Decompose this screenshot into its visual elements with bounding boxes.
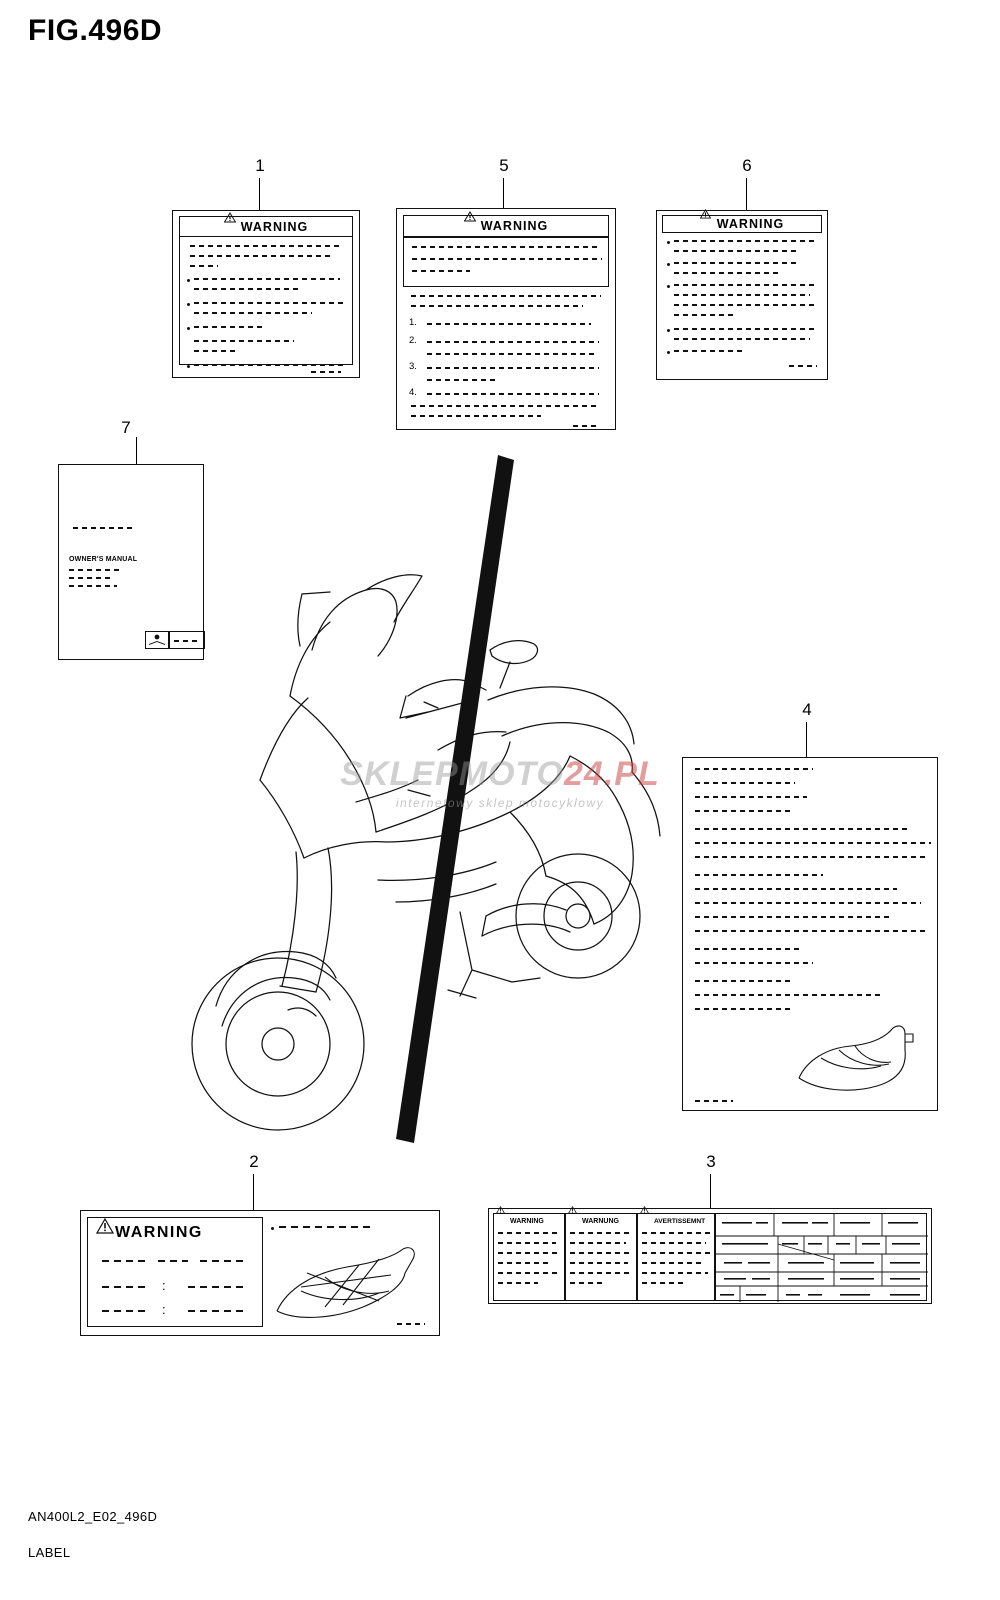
label-1 (172, 210, 360, 378)
label-3-column-fr (637, 1213, 715, 1301)
label-2-warning-header (96, 1224, 203, 1242)
label-2-seat-illustration (267, 1245, 433, 1325)
warning-triangle-icon (224, 222, 236, 232)
label-2-bullet (271, 1227, 274, 1230)
label-6-warning-text: WARNING (716, 217, 785, 231)
label-1-text-line (194, 340, 294, 342)
label-3-column-de (565, 1213, 637, 1301)
label-1-text-line (190, 265, 218, 267)
warning-triangle-icon (700, 219, 712, 229)
label-4-text-line (695, 842, 931, 844)
label-3-table-grid (716, 1214, 928, 1302)
label-2-text-line (158, 1260, 188, 1262)
label-5-footer-code (573, 425, 597, 427)
label-1-warning-header (180, 217, 352, 237)
warning-triangle-icon (464, 221, 476, 231)
warning-triangle-icon (568, 1216, 580, 1226)
diagonal-slash (390, 455, 520, 1145)
label-6-text-line (674, 272, 780, 274)
label-5-text-line (411, 305, 583, 307)
label-6-text-line (674, 262, 798, 264)
callout-4: 4 (802, 700, 812, 719)
leader-line-5 (503, 178, 504, 210)
label-7-text-line (73, 527, 135, 529)
label-6-bullet (667, 285, 670, 288)
watermark-moto: MOTO (458, 755, 564, 793)
label-4-text-line (695, 796, 807, 798)
label-7-icon-box (145, 631, 169, 649)
leader-line-2 (253, 1174, 254, 1212)
label-2-inner-frame (87, 1217, 263, 1327)
label-3-text-line (642, 1242, 706, 1244)
label-6-bullet (667, 329, 670, 332)
label-6-text-line (674, 284, 816, 286)
label-2-warning-text: WARNING (115, 1224, 203, 1241)
label-6 (656, 210, 828, 380)
warning-triangle-icon (496, 1216, 508, 1226)
label-3-text-line (642, 1252, 710, 1254)
label-6-bullet (667, 263, 670, 266)
callout-2: 2 (249, 1152, 259, 1171)
label-5-text-line (427, 353, 595, 355)
label-1-text-line (194, 278, 340, 280)
label-3-text-line (570, 1272, 630, 1274)
label-2-text-line (188, 1286, 246, 1288)
label-5-item-number-3: 3. (409, 361, 417, 372)
label-4-text-line (695, 810, 791, 812)
label-3-text-line (498, 1252, 560, 1254)
label-4-text-line (695, 948, 801, 950)
callout-7: 7 (121, 418, 131, 437)
label-3-text-line (498, 1232, 558, 1234)
label-3-text-line (498, 1282, 538, 1284)
label-4-text-line (695, 994, 883, 996)
label-4-text-line (695, 902, 921, 904)
footer-label: LABEL (28, 1545, 71, 1560)
label-3-text-line (498, 1262, 552, 1264)
label-2-text-line (279, 1226, 375, 1228)
label-4-text-line (695, 782, 795, 784)
label-6-text-line (674, 350, 746, 352)
label-2-colon: : (162, 1302, 166, 1317)
label-3-text-line (570, 1282, 606, 1284)
label-5-warning-header (403, 215, 609, 237)
label-1-text-line (190, 255, 330, 257)
label-7-owners-manual-title: OWNER'S MANUAL (69, 556, 138, 563)
label-3-text-line (570, 1262, 628, 1264)
label-4-text-line (695, 1100, 733, 1102)
label-3-warning-text-fr: AVERTISSEMNT (654, 1217, 706, 1225)
watermark-pl: .PL (603, 755, 660, 793)
label-5-warning-text: WARNING (480, 219, 549, 233)
label-5-text-line (411, 295, 601, 297)
label-1-footer-code (311, 371, 341, 373)
page-title: FIG.496D (28, 14, 163, 47)
label-1-text-line (194, 312, 312, 314)
leader-line-3 (710, 1174, 711, 1210)
watermark-sklep: SKLEP (340, 755, 459, 793)
label-6-warning-header (662, 215, 822, 233)
label-2-footer-code (397, 1323, 425, 1325)
label-5-text-line (427, 323, 591, 325)
label-2-text-line (102, 1310, 146, 1312)
label-3-warning-header-fr (640, 1216, 705, 1226)
label-4-text-line (695, 768, 813, 770)
book-icon (146, 632, 168, 648)
label-3-text-line (642, 1262, 702, 1264)
label-2-text-line (188, 1310, 246, 1312)
label-4-text-line (695, 980, 791, 982)
label-6-text-line (674, 314, 734, 316)
label-7-text-line (69, 569, 121, 571)
warning-triangle-icon (640, 1216, 652, 1226)
label-1-bullet (187, 327, 190, 330)
label-5-item-number-4: 4. (409, 387, 417, 398)
label-3-table (715, 1213, 927, 1301)
label-6-bullet (667, 351, 670, 354)
label-4-text-line (695, 916, 891, 918)
label-1-bullet (187, 303, 190, 306)
label-4-boot-illustration (793, 1020, 923, 1098)
label-1-inner-frame (179, 216, 353, 365)
label-1-text-line (194, 288, 300, 290)
label-1-text-line (194, 350, 238, 352)
label-3-text-line (498, 1242, 556, 1244)
label-5-top-block (403, 237, 609, 287)
label-1-bullet (187, 279, 190, 282)
label-6-text-line (674, 304, 814, 306)
label-6-bullet (667, 241, 670, 244)
label-5 (396, 208, 616, 430)
label-1-text-line (194, 326, 264, 328)
label-6-text-line (674, 328, 816, 330)
label-3-text-line (498, 1272, 558, 1274)
label-3 (488, 1208, 932, 1304)
label-4-text-line (695, 1008, 791, 1010)
leader-line-6 (746, 178, 747, 212)
label-4-text-line (695, 930, 927, 932)
label-5-text-line (411, 415, 541, 417)
label-3-text-line (570, 1232, 632, 1234)
label-3-text-line (570, 1242, 626, 1244)
callout-3: 3 (706, 1152, 716, 1171)
label-5-text-line (427, 367, 599, 369)
label-1-text-line (194, 302, 344, 304)
callout-5: 5 (499, 156, 509, 175)
label-5-text-line (427, 379, 499, 381)
label-7-text-line (69, 577, 111, 579)
label-6-footer-code (789, 365, 817, 367)
label-3-text-line (570, 1252, 632, 1254)
callout-6: 6 (742, 156, 752, 175)
label-5-text-line (427, 341, 599, 343)
label-6-text-line (674, 240, 816, 242)
label-6-text-line (674, 338, 810, 340)
watermark-24: 24 (564, 755, 604, 793)
label-7-text-line (69, 585, 117, 587)
label-3-warning-header-en (496, 1216, 544, 1226)
label-3-text-line (642, 1282, 684, 1284)
label-2-text-line (200, 1260, 246, 1262)
label-2-text-line (102, 1260, 146, 1262)
label-5-item-number-1: 1. (409, 317, 417, 328)
label-1-text-line (190, 245, 340, 247)
label-2-colon: : (162, 1278, 166, 1293)
label-3-warning-header-de (568, 1216, 619, 1226)
label-3-text-line (642, 1272, 708, 1274)
label-6-text-line (674, 294, 810, 296)
leader-line-7 (136, 437, 137, 465)
label-5-text-line (427, 393, 599, 395)
label-3-column-en (493, 1213, 565, 1301)
leader-line-4 (806, 722, 807, 758)
label-2 (80, 1210, 440, 1336)
label-4-text-line (695, 962, 813, 964)
label-1-warning-text: WARNING (240, 219, 309, 234)
label-4-text-line (695, 828, 909, 830)
label-6-text-line (674, 250, 798, 252)
label-1-bullet (187, 365, 190, 368)
label-4-text-line (695, 856, 925, 858)
label-4-text-line (695, 888, 897, 890)
label-3-warning-text-de: WARNUNG (582, 1217, 619, 1225)
label-4-text-line (695, 874, 823, 876)
label-1-text-line (194, 364, 344, 366)
label-4 (682, 757, 938, 1111)
watermark-line-2: internetowy sklep motocyklowy (395, 796, 605, 810)
footer-code: AN400L2_E02_496D (28, 1509, 158, 1524)
callout-1: 1 (255, 156, 265, 175)
label-5-text-line (412, 270, 470, 272)
warning-triangle-icon (96, 1228, 108, 1238)
label-5-item-number-2: 2. (409, 335, 417, 346)
label-5-text-line (412, 258, 602, 260)
label-2-text-line (102, 1286, 146, 1288)
label-3-warning-text-en: WARNING (510, 1217, 544, 1225)
label-5-text-line (411, 405, 599, 407)
label-5-text-line (412, 246, 598, 248)
label-3-text-line (642, 1232, 710, 1234)
